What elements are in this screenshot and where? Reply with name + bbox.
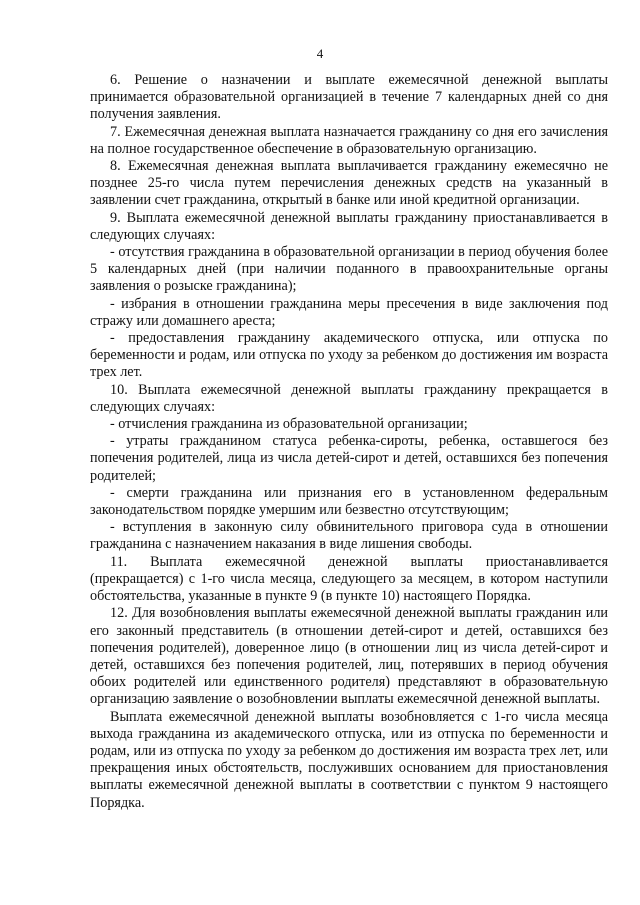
- list-item-suspension-leave: - предоставления гражданину академического отпуска, или отпуска по беременности и родам, или отпуска по уходу за ребенком до достижения им возраста трех лет.: [90, 330, 608, 381]
- list-item-termination-sentence: - вступления в законную силу обвинительного приговора суда в отношении гражданина с назначением наказания в виде лишения свободы.: [90, 519, 608, 553]
- paragraph-10: 10. Выплата ежемесячной денежной выплаты гражданину прекращается в следующих случаях:: [90, 381, 608, 415]
- paragraph-12: 12. Для возобновления выплаты ежемесячной денежной выплаты гражданин или его законный представитель (в отношении детей-сирот и детей, оставшихся без попечения родителей), доверенное лицо (в отношении лиц из числа детей-сирот и детей, оставшихся без попечения родителей, лиц, потерявших в период обучения обоих родителей или единственного родителя) представляют в образовательную организацию заявление о возобновлении выплаты ежемесячной денежной выплаты.: [90, 605, 608, 708]
- paragraph-resumption: Выплата ежемесячной денежной выплаты возобновляется с 1-го числа месяца выхода гражданина из академического отпуска, или из отпуска по беременности и родам, или из отпуска по уходу за ребенком до достижения им возраста трех лет, или прекращения иных обстоятельств, послуживших основанием для приостановления выплаты ежемесячной денежной выплаты в соответствии с пунктом 9 настоящего Порядка.: [90, 708, 608, 811]
- paragraph-9: 9. Выплата ежемесячной денежной выплаты гражданину приостанавливается в следующих случаях:: [90, 209, 608, 243]
- paragraph-8: 8. Ежемесячная денежная выплата выплачивается гражданину ежемесячно не позднее 25-го числа путем перечисления денежных средств на указанный в заявлении счет гражданина, открытый в банке или иной кредитной организации.: [90, 158, 608, 209]
- list-item-termination-status: - утраты гражданином статуса ребенка-сироты, ребенка, оставшегося без попечения родителей, лица из числа детей-сирот и детей, оставшихся без попечения родителей;: [90, 433, 608, 484]
- paragraph-7: 7. Ежемесячная денежная выплата назначается гражданину со дня его зачисления на полное государственное обеспечение в образовательную организацию.: [90, 123, 608, 157]
- list-item-termination-expulsion: - отчисления гражданина из образовательной организации;: [110, 416, 468, 433]
- list-item-termination-death: - смерти гражданина или признания его в установленном федеральным законодательством порядке умершим или безвестно отсутствующим;: [90, 484, 608, 519]
- list-item-suspension-custody: - избрания в отношении гражданина меры пресечения в виде заключения под стражу или домашнего ареста;: [90, 295, 608, 329]
- paragraph-11: 11. Выплата ежемесячной денежной выплаты приостанавливается (прекращается) с 1-го числа месяца, следующего за месяцем, в котором наступили обстоятельства, указанные в пункте 9 (в пункте 10) настоящего Порядка.: [90, 553, 608, 605]
- document-body: [90, 72, 608, 812]
- list-item-suspension-absence: - отсутствия гражданина в образовательной организации в период обучения более 5 календарных дней (при наличии поданного в правоохранительные органы заявления о розыске гражданина);: [90, 244, 608, 295]
- paragraph-6: 6. Решение о назначении и выплате ежемесячной денежной выплаты принимается образовательной организацией в течение 7 календарных дней со дня получения заявления.: [90, 72, 608, 123]
- page-number: 4: [316, 46, 324, 61]
